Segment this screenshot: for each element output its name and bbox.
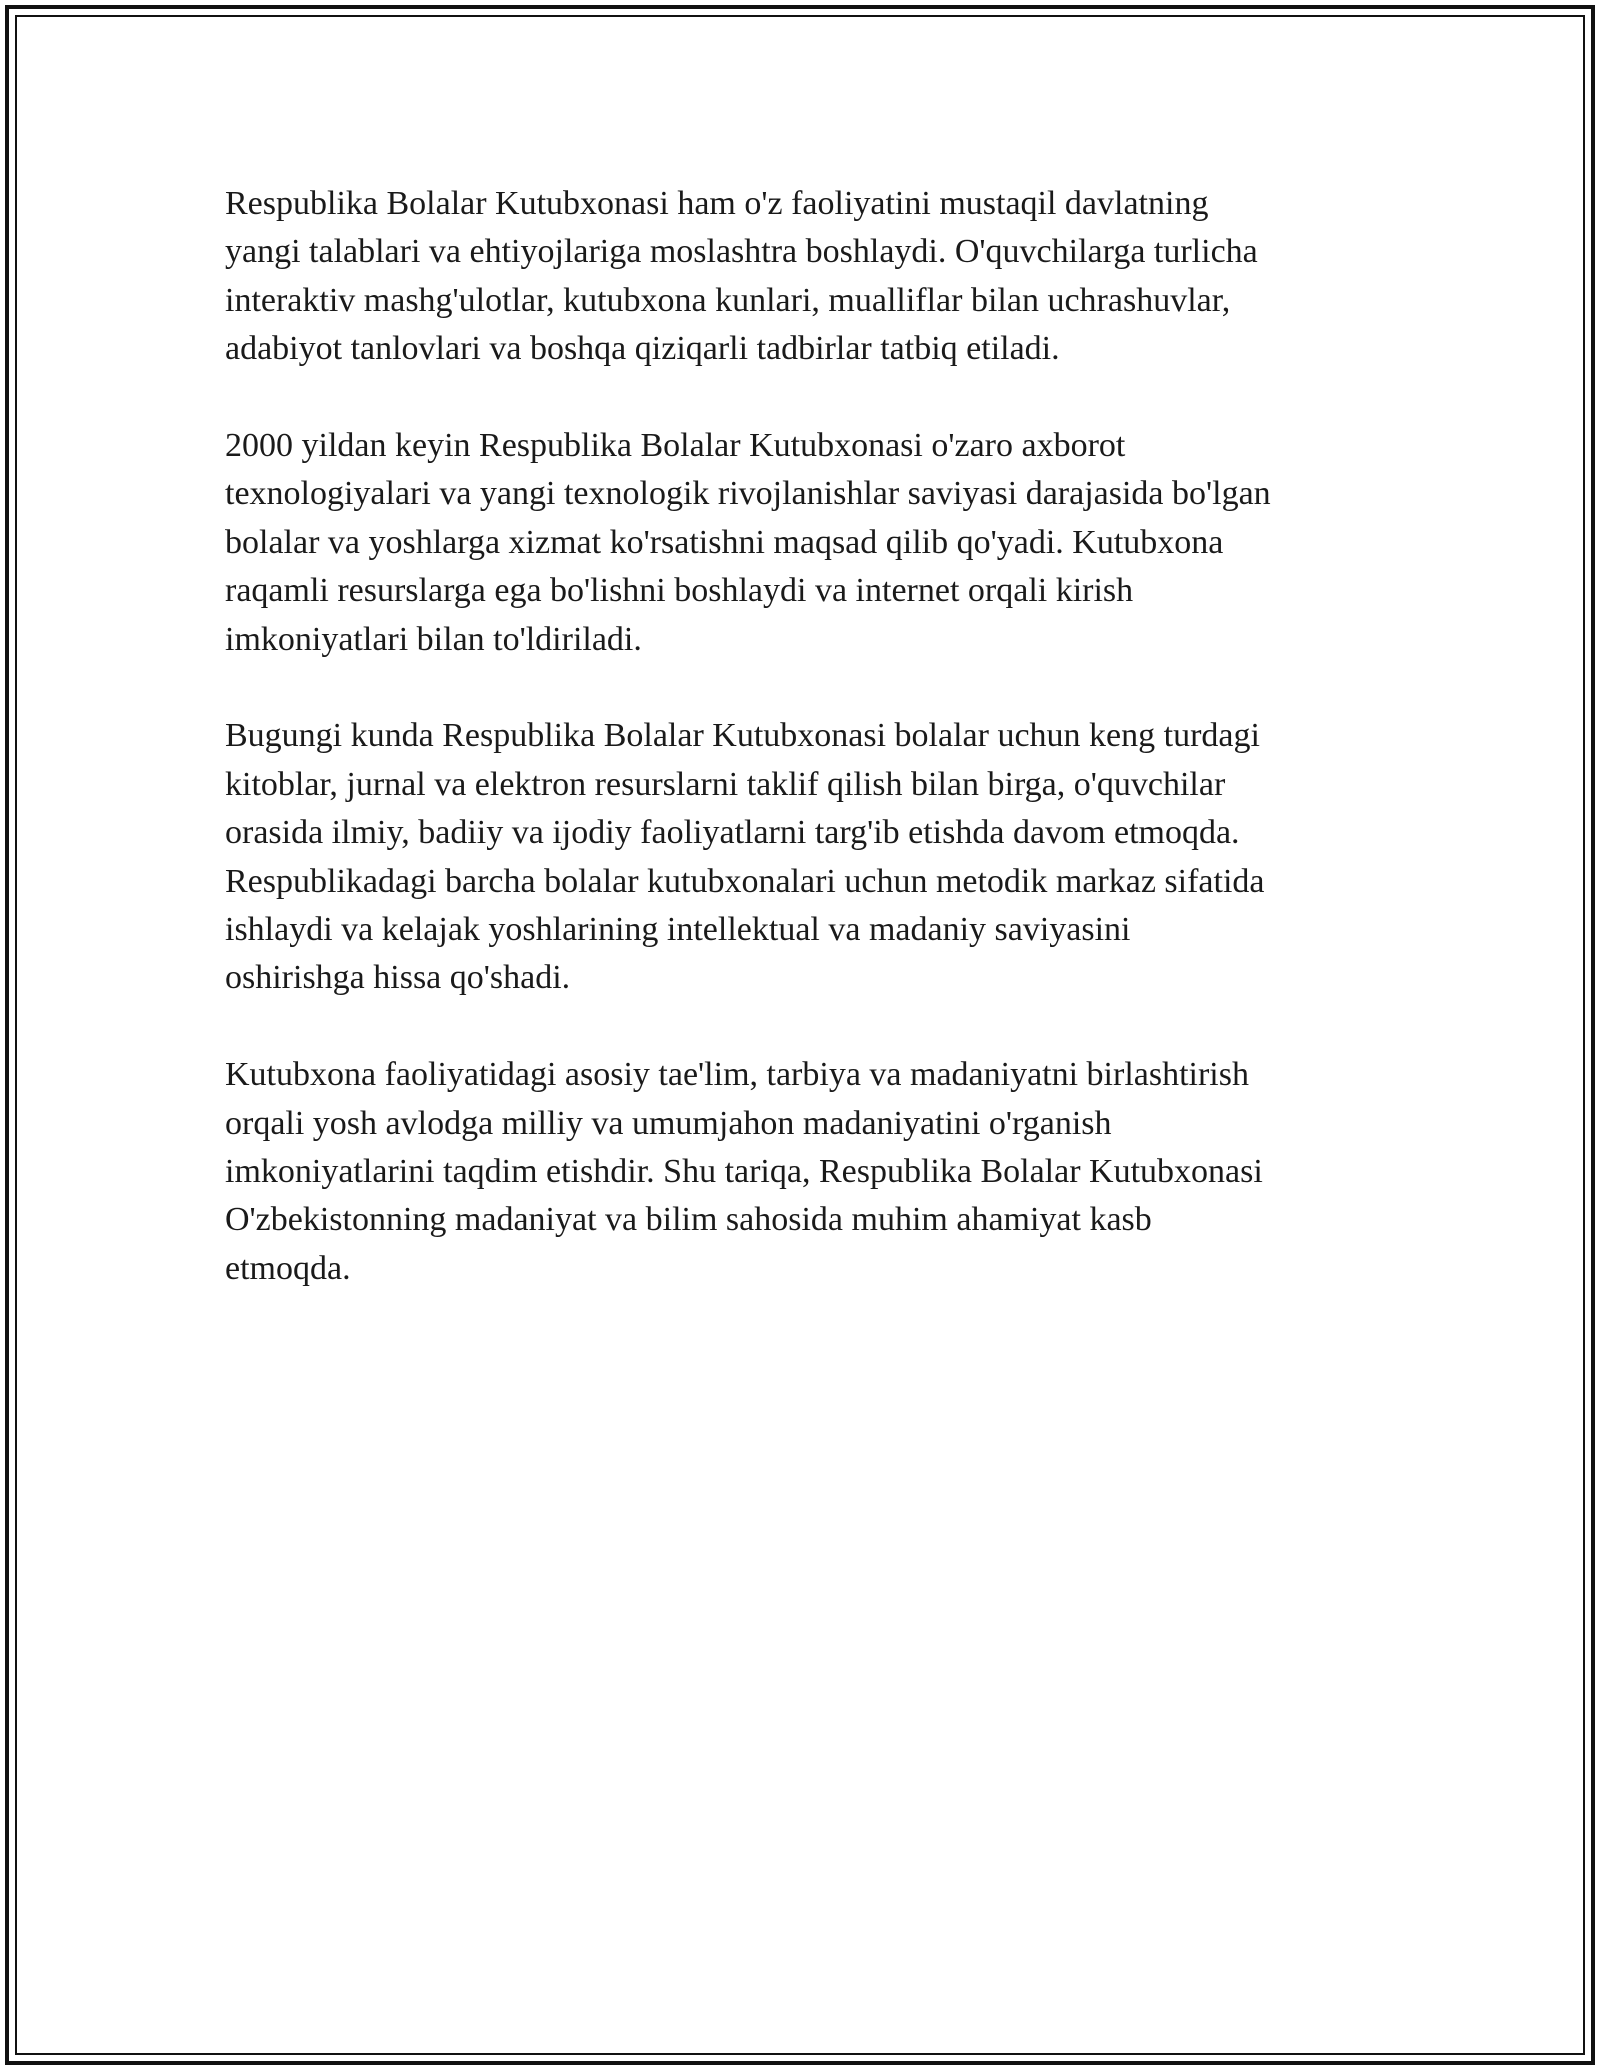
text-line: Kutubxona faoliyatidagi asosiy tae'lim, tarbiya va madaniyatni birlashtirish	[225, 1056, 1249, 1094]
text-line: O'zbekistonning madaniyat va bilim sahosida muhim ahamiyat kasb	[225, 1201, 1152, 1239]
text-line: yangi talablari va ehtiyojlariga moslashtra boshlaydi. O'quvchilarga turlicha	[225, 233, 1258, 271]
text-line: kitoblar, jurnal va elektron resurslarni taklif qilish bilan birga, o'quvchilar	[225, 765, 1226, 803]
text-line: interaktiv mashg'ulotlar, kutubxona kunlari, mualliflar bilan uchrashuvlar,	[225, 281, 1231, 319]
text-line: etmoqda.	[225, 1249, 351, 1287]
text-line: orqali yosh avlodga milliy va umumjahon madaniyatini o'rganish	[225, 1104, 1112, 1142]
text-line: raqamli resurslarga ega bo'lishni boshlaydi va internet orqali kirish	[225, 572, 1134, 610]
text-line: ishlaydi va kelajak yoshlarining intellektual va madaniy saviyasini	[225, 911, 1131, 949]
text-line: Respublika Bolalar Kutubxonasi ham o'z faoliyatini mustaqil davlatning	[225, 185, 1209, 222]
document-body	[225, 180, 1395, 1293]
text-line: imkoniyatlari bilan to'ldiriladi.	[225, 620, 642, 658]
paragraph-1	[225, 180, 1395, 374]
text-line: orasida ilmiy, badiiy va ijodiy faoliyatlarni targ'ib etishda davom etmoqda.	[225, 814, 1240, 852]
text-line: texnologiyalari va yangi texnologik rivojlanishlar saviyasi darajasida bo'lgan	[225, 475, 1271, 513]
text-line: oshirishga hissa qo'shadi.	[225, 959, 571, 997]
paragraph-2	[225, 422, 1395, 664]
paragraph-4	[225, 1051, 1395, 1293]
text-line: imkoniyatlarini taqdim etishdir. Shu tariqa, Respublika Bolalar Kutubxonasi	[225, 1153, 1263, 1191]
text-line: Bugungi kunda Respublika Bolalar Kutubxonasi bolalar uchun keng turdagi	[225, 717, 1260, 755]
text-line: bolalar va yoshlarga xizmat ko'rsatishni maqsad qilib qo'yadi. Kutubxona	[225, 523, 1224, 561]
text-line: adabiyot tanlovlari va boshqa qiziqarli tadbirlar tatbiq etiladi.	[225, 330, 1060, 368]
text-line: Respublikadagi barcha bolalar kutubxonalari uchun metodik markaz sifatida	[225, 862, 1265, 900]
paragraph-3	[225, 712, 1395, 1002]
text-line: 2000 yildan keyin Respublika Bolalar Kutubxonasi o'zaro axborot	[225, 427, 1126, 465]
